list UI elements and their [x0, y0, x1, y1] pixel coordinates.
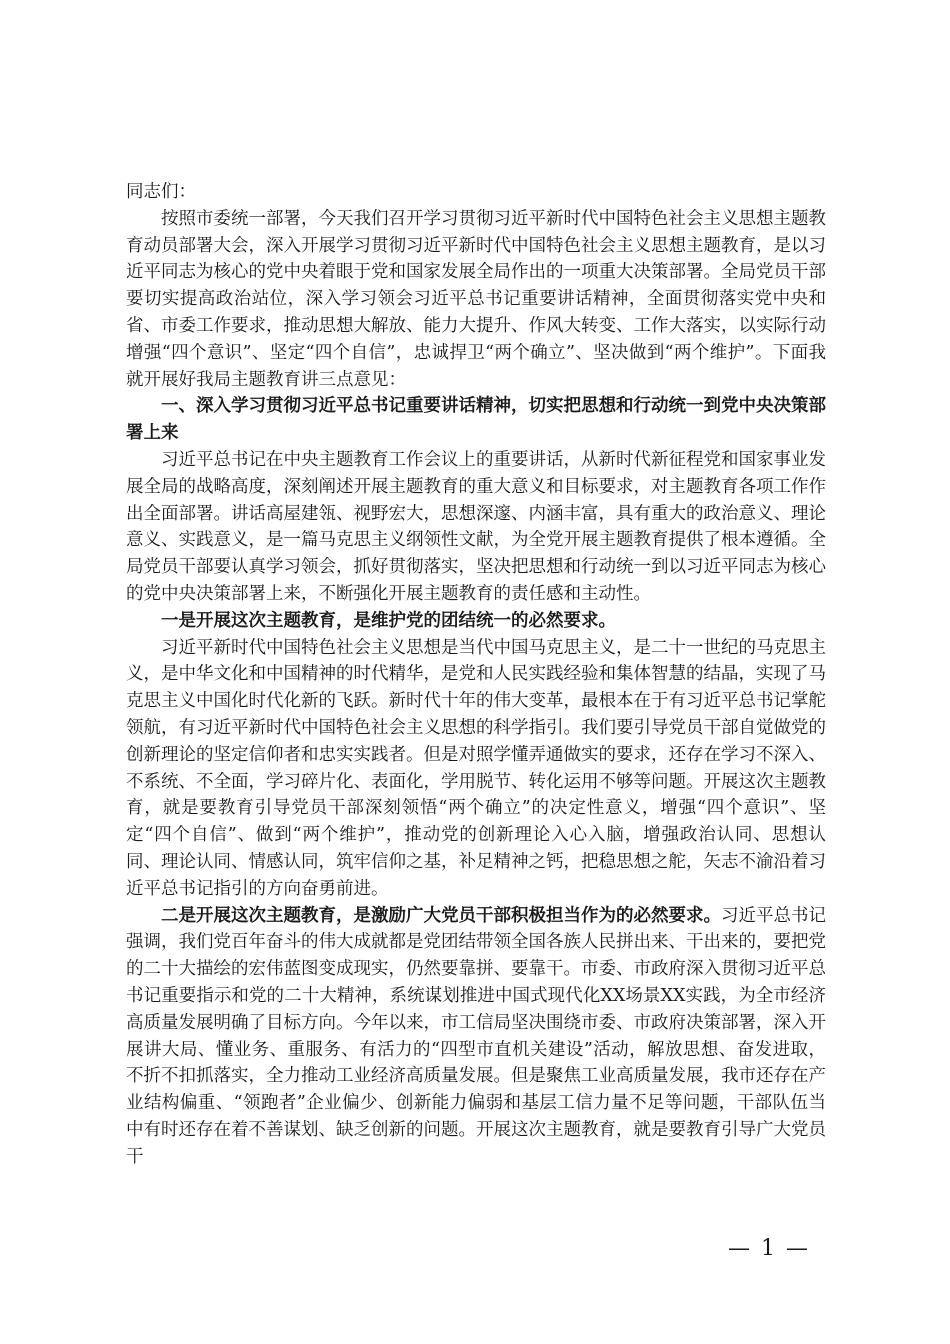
section-heading-1: 一、深入学习贯彻习近平总书记重要讲话精神，切实把思想和行动统一到党中央决策部署上来 [126, 396, 826, 444]
page-number: — 1 — [728, 1236, 810, 1261]
subheading-2-text: 习近平总书记强调，我们党百年奋斗的伟大成就都是党团结带领全国各族人民拼出来、干出来的，要把党的二十大描绘的宏伟蓝图变成现实，仍然要靠拼、要靠干。市委、市政府深入贯彻习近平总书记重要指示和党的二十大精神，系统谋划推进中国式现代化XX场景XX实践，为全市经济高质量发展明确了目标方向。今年以来，市工信局坚决围绕市委、市政府决策部署，深入开展讲大局、懂业务、重服务、有活力的“四型市直机关建设”活动，解放思想、奋发进取，不折不扣抓落实，全力推动工业经济高质量发展。但是聚焦工业高质量发展，我市还存在产业结构偏重、“领跑者”企业偏少、创新能力偏弱和基层工信力量不足等问题，干部队伍当中有时还存在着不善谋划、缺乏创新的问题。开展这次主题教育，就是要教育引导广大党员干 [126, 905, 826, 1167]
subheading-1-paragraph: 习近平新时代中国特色社会主义思想是当代中国马克思主义，是二十一世纪的马克思主义，是中华文化和中国精神的时代精华，是党和人民实践经验和集体智慧的结晶，实现了马克思主义中国化时代化新的飞跃。新时代十年的伟大变革，最根本在于有习近平总书记掌舵领航，有习近平新时代中国特色社会主义思想的科学指引。我们要引导党员干部自觉做党的创新理论的坚定信仰者和忠实实践者。但是对照学懂弄通做实的要求，还存在学习不深入、不系统、不全面，学习碎片化、表面化，学用脱节、转化运用不够等问题。开展这次主题教育，就是要教育引导党员干部深刻领悟“两个确立”的决定性意义，增强“四个意识”、坚定“四个自信”、做到“两个维护”，推动党的创新理论入心入脑，增强政治认同、思想认同、理论认同、情感认同，筑牢信仰之基，补足精神之钙，把稳思想之舵，矢志不渝沿着习近平总书记指引的方向奋勇前进。 [126, 637, 826, 899]
subheading-2-paragraph [126, 903, 826, 1171]
salutation: 同志们： [126, 182, 196, 202]
section-1-paragraph: 习近平总书记在中央主题教育工作会议上的重要讲话，从新时代新征程党和国家事业发展全局的战略高度，深刻阐述开展主题教育的重大意义和目标要求，对主题教育各项工作作出全面部署。讲话高屋建瓴、视野宏大，思想深邃、内涵丰富，具有重大的政治意义、理论意义、实践意义，是一篇马克思主义纲领性文献，为全党开展主题教育提供了根本遵循。全局党员干部要认真学习领会，抓好贯彻落实，坚决把思想和行动统一到以习近平同志为核心的党中央决策部署上来，不断强化开展主题教育的责任感和主动性。 [126, 449, 826, 604]
subheading-1: 一是开展这次主题教育，是维护党的团结统一的必然要求。 [161, 610, 616, 631]
intro-paragraph: 按照市委统一部署，今天我们召开学习贯彻习近平新时代中国特色社会主义思想主题教育动员部署大会，深入开展学习贯彻习近平新时代中国特色社会主义思想主题教育，是以习近平同志为核心的党中央着眼于党和国家发展全局作出的一项重大决策部署。全局党员干部要切实提高政治站位，深入学习领会习近平总书记重要讲话精神，全面贯彻落实党中央和省、市委工作要求，推动思想大解放、能力大提升、作风大转变、工作大落实，以实际行动增强“四个意识”、坚定“四个自信”，忠诚捍卫“两个确立”、坚决做到“两个维护”。下面我就开展好我局主题教育讲三点意见： [126, 208, 826, 390]
document-body [126, 179, 826, 1170]
subheading-2: 二是开展这次主题教育，是激励广大党员干部积极担当作为的必然要求。 [161, 905, 721, 926]
